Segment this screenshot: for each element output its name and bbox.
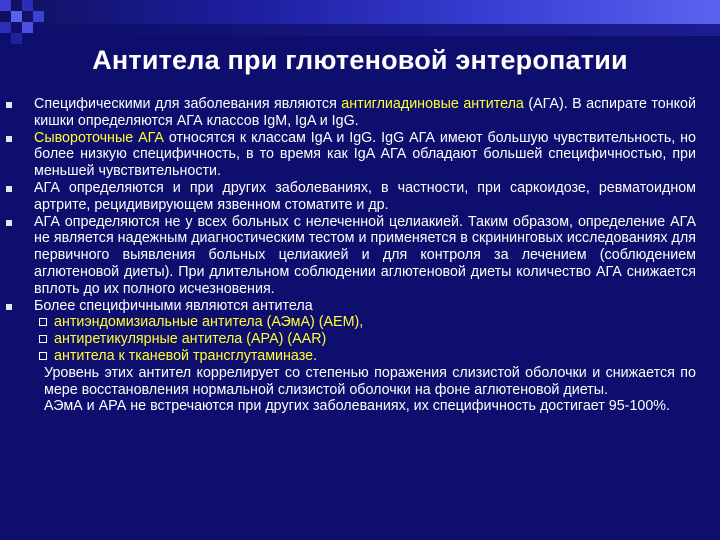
sub-list-item <box>34 331 696 348</box>
square-bullet-icon <box>6 304 12 310</box>
slide-title: Антитела при глютеновой энтеропатии <box>92 45 628 75</box>
corner-checker-decoration <box>0 0 56 48</box>
bullet-item <box>34 298 696 315</box>
bullet-item <box>34 180 696 214</box>
highlight-text: Сывороточные АГА <box>34 129 164 146</box>
highlight-text: антиглиадиновые антитела <box>341 96 524 112</box>
checkbox-bullet-icon <box>39 318 47 326</box>
bullet-text: (АГА). В аспирате тонкой кишки определяются АГА классов IgM, IgA и IgG. <box>34 96 696 129</box>
bullet-text: Более специфичными являются антитела <box>34 297 313 314</box>
square-bullet-icon <box>6 186 12 192</box>
sub-list-item <box>34 348 696 365</box>
bullet-text: АГА определяются и при других заболеваниях, в частности, при саркоидозе, ревматоидном артрите, рецидивирующем язвенном стоматите и др. <box>34 179 696 213</box>
square-bullet-icon <box>6 136 12 142</box>
sub-item-text: антиэндомизиальные антитела (АЭмА) (AEM), <box>54 314 364 331</box>
body-paragraph: Уровень этих антител коррелирует со степенью поражения слизистой оболочки и снижается по мере восстановления нормальной слизистой оболочки на фоне аглютеновой диеты. <box>44 364 696 398</box>
bullet-text: относятся к классам IgA и IgG. IgG АГА имеют большую чувствительность, но более низкую специфичность, в то время как IgA АГА обладают большей специфичностью, при меньшей чувствительности. <box>34 129 697 180</box>
slide-body <box>34 96 696 415</box>
square-bullet-icon <box>6 102 12 108</box>
checkbox-bullet-icon <box>39 335 47 343</box>
bullet-text: Специфическими для заболевания являются <box>34 96 342 112</box>
checkbox-bullet-icon <box>39 352 47 360</box>
sub-item-text: антиретикулярные антитела (АРА) (AAR) <box>54 331 327 348</box>
sub-item-text: антитела к тканевой трансглутаминазе. <box>54 347 318 364</box>
header-gradient-bar <box>0 0 720 24</box>
bullet-text: АГА определяются не у всех больных с нелеченной целиакией. Таким образом, определение АГА не является надежным диагностическим тестом и применяется в скрининговых исследованиях для первичного выявления больных целиакией и для контроля за лечением (соблюдением аглютеновой диеты). При длительном соблюдении аглютеновой диеты количество АГА снижается вплоть до их полного исчезновения. <box>34 213 696 297</box>
header-accent-bar <box>56 24 720 36</box>
sub-list-item <box>34 314 696 331</box>
body-paragraph: АЭмА и АРА не встречаются при других заболеваниях, их специфичность достигает 95-100%. <box>44 398 670 415</box>
bullet-item <box>34 214 696 298</box>
square-bullet-icon <box>6 220 12 226</box>
bullet-item <box>34 96 696 130</box>
bullet-item <box>34 130 696 180</box>
